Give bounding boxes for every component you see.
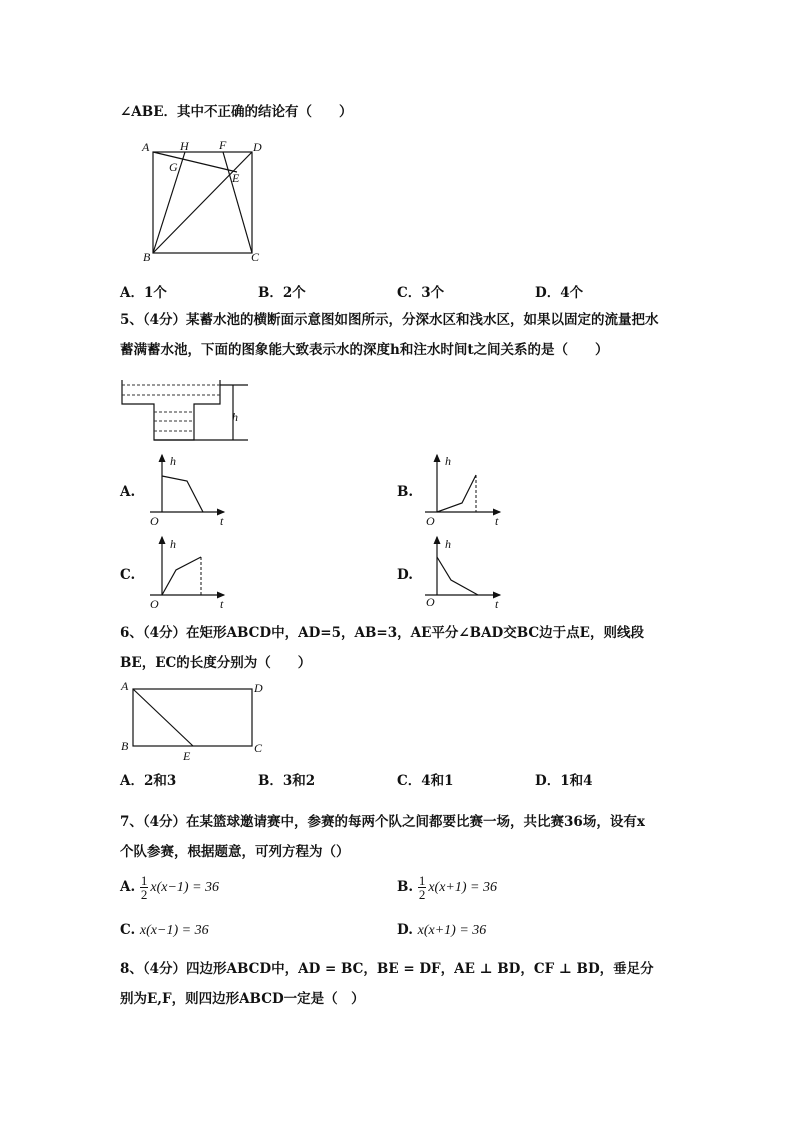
q6-label-c: C — [254, 741, 263, 755]
q5-option-c-label[interactable]: C. — [120, 567, 136, 583]
q7-option-a-fraction: $\frac{1}{2}$ — [140, 873, 148, 902]
q7-option-c-expr: x(x−1) = 36 — [139, 923, 209, 938]
q6-line-ae — [133, 689, 193, 746]
q6-label-e: E — [183, 749, 191, 763]
q4-label-c: C — [251, 250, 260, 264]
q4-stem-tail: ∠ABE．其中不正确的结论有（ ） — [120, 104, 353, 120]
q5-line-2: 蓄满蓄水池，下面的图象能大致表示水的深度h和注水时间t之间关系的是（ ） — [120, 342, 609, 358]
q4-label-e: E — [232, 171, 240, 185]
q7-option-c-label: C. — [120, 922, 136, 938]
q7-option-a[interactable] — [120, 874, 219, 901]
q5-graph-a-t: t — [220, 514, 224, 528]
q4-label-b: B — [143, 250, 151, 264]
q6-option-c[interactable]: C．4和1 — [397, 773, 454, 789]
q7-line-2: 个队参赛，根据题意，可列方程为（） — [120, 844, 350, 860]
q7-option-b-expr: x(x+1) = 36 — [428, 880, 497, 895]
q6-option-b[interactable]: B．3和2 — [258, 773, 316, 789]
q6-option-d[interactable]: D．1和4 — [535, 773, 593, 789]
q7-option-b-fraction: $\frac{1}{2}$ — [418, 873, 426, 902]
q4-label-d: D — [253, 140, 262, 154]
q5-graph-c-o: O — [150, 597, 159, 611]
q5-graph-d-h: h — [445, 537, 451, 551]
q6-label-b: B — [121, 739, 129, 753]
q7-line-1: 7、（4分）在某篮球邀请赛中，参赛的每两个队之间都要比赛一场，共比赛36场，设有x — [120, 814, 645, 830]
q6-option-a[interactable]: A．2和3 — [120, 773, 177, 789]
q7-option-a-expr: x(x−1) = 36 — [150, 880, 220, 895]
q4-option-d[interactable]: D．4个 — [535, 285, 584, 301]
q5-line-1: 5、（4分）某蓄水池的横断面示意图如图所示，分深水区和浅水区，如果以固定的流量把水 — [120, 312, 659, 328]
q5-graph-a-h: h — [170, 454, 176, 468]
q6-line-2: BE，EC的长度分别为（ ） — [120, 655, 312, 671]
q5-graph-d-o: O — [426, 595, 435, 609]
q8-line-2: 别为E,F，则四边形ABCD一定是（ ） — [120, 991, 365, 1007]
q4-option-c[interactable]: C．3个 — [397, 285, 445, 301]
q7-option-d-expr: x(x+1) = 36 — [417, 923, 487, 938]
q6-label-a: A — [121, 679, 129, 693]
q7-option-b-label: B. — [397, 879, 414, 895]
q5-option-d-label[interactable]: D. — [397, 567, 413, 583]
q5-graph-b-o: O — [426, 514, 435, 528]
q7-option-a-label: A. — [120, 879, 136, 895]
q7-option-c[interactable] — [120, 922, 209, 939]
q4-label-g: G — [169, 160, 178, 174]
q4-label-a: A — [142, 140, 150, 154]
q5-graph-c-t: t — [220, 597, 224, 611]
q5-graph-c-h: h — [170, 537, 176, 551]
q6-line-1: 6、（4分）在矩形ABCD中，AD=5，AB=3，AE平分∠BAD交BC边于点E，则线段 — [120, 625, 644, 641]
q5-graph-d-t: t — [495, 597, 499, 611]
q7-option-b[interactable] — [397, 874, 497, 901]
q5-graph-b-h: h — [445, 454, 451, 468]
q5-graph-a-o: O — [150, 514, 159, 528]
q5-graph-b-t: t — [495, 514, 499, 528]
q4-label-f: F — [219, 138, 227, 152]
q8-line-1: 8、（4分）四边形ABCD中，AD = BC，BE = DF，AE ⊥ BD，CF ⊥ BD，垂足分 — [120, 961, 654, 977]
q6-label-d: D — [254, 681, 263, 695]
q5-option-a-label[interactable]: A. — [120, 484, 136, 500]
q7-option-d-label: D. — [397, 922, 413, 938]
q4-option-b[interactable]: B．2个 — [258, 285, 306, 301]
q4-option-a[interactable]: A．1个 — [120, 285, 167, 301]
q6-rectangle — [133, 689, 252, 746]
q4-label-h: H — [180, 139, 189, 153]
q7-option-d[interactable] — [397, 922, 486, 939]
q5-option-b-label[interactable]: B. — [397, 484, 414, 500]
q5-pool-h-label: h — [232, 410, 238, 424]
